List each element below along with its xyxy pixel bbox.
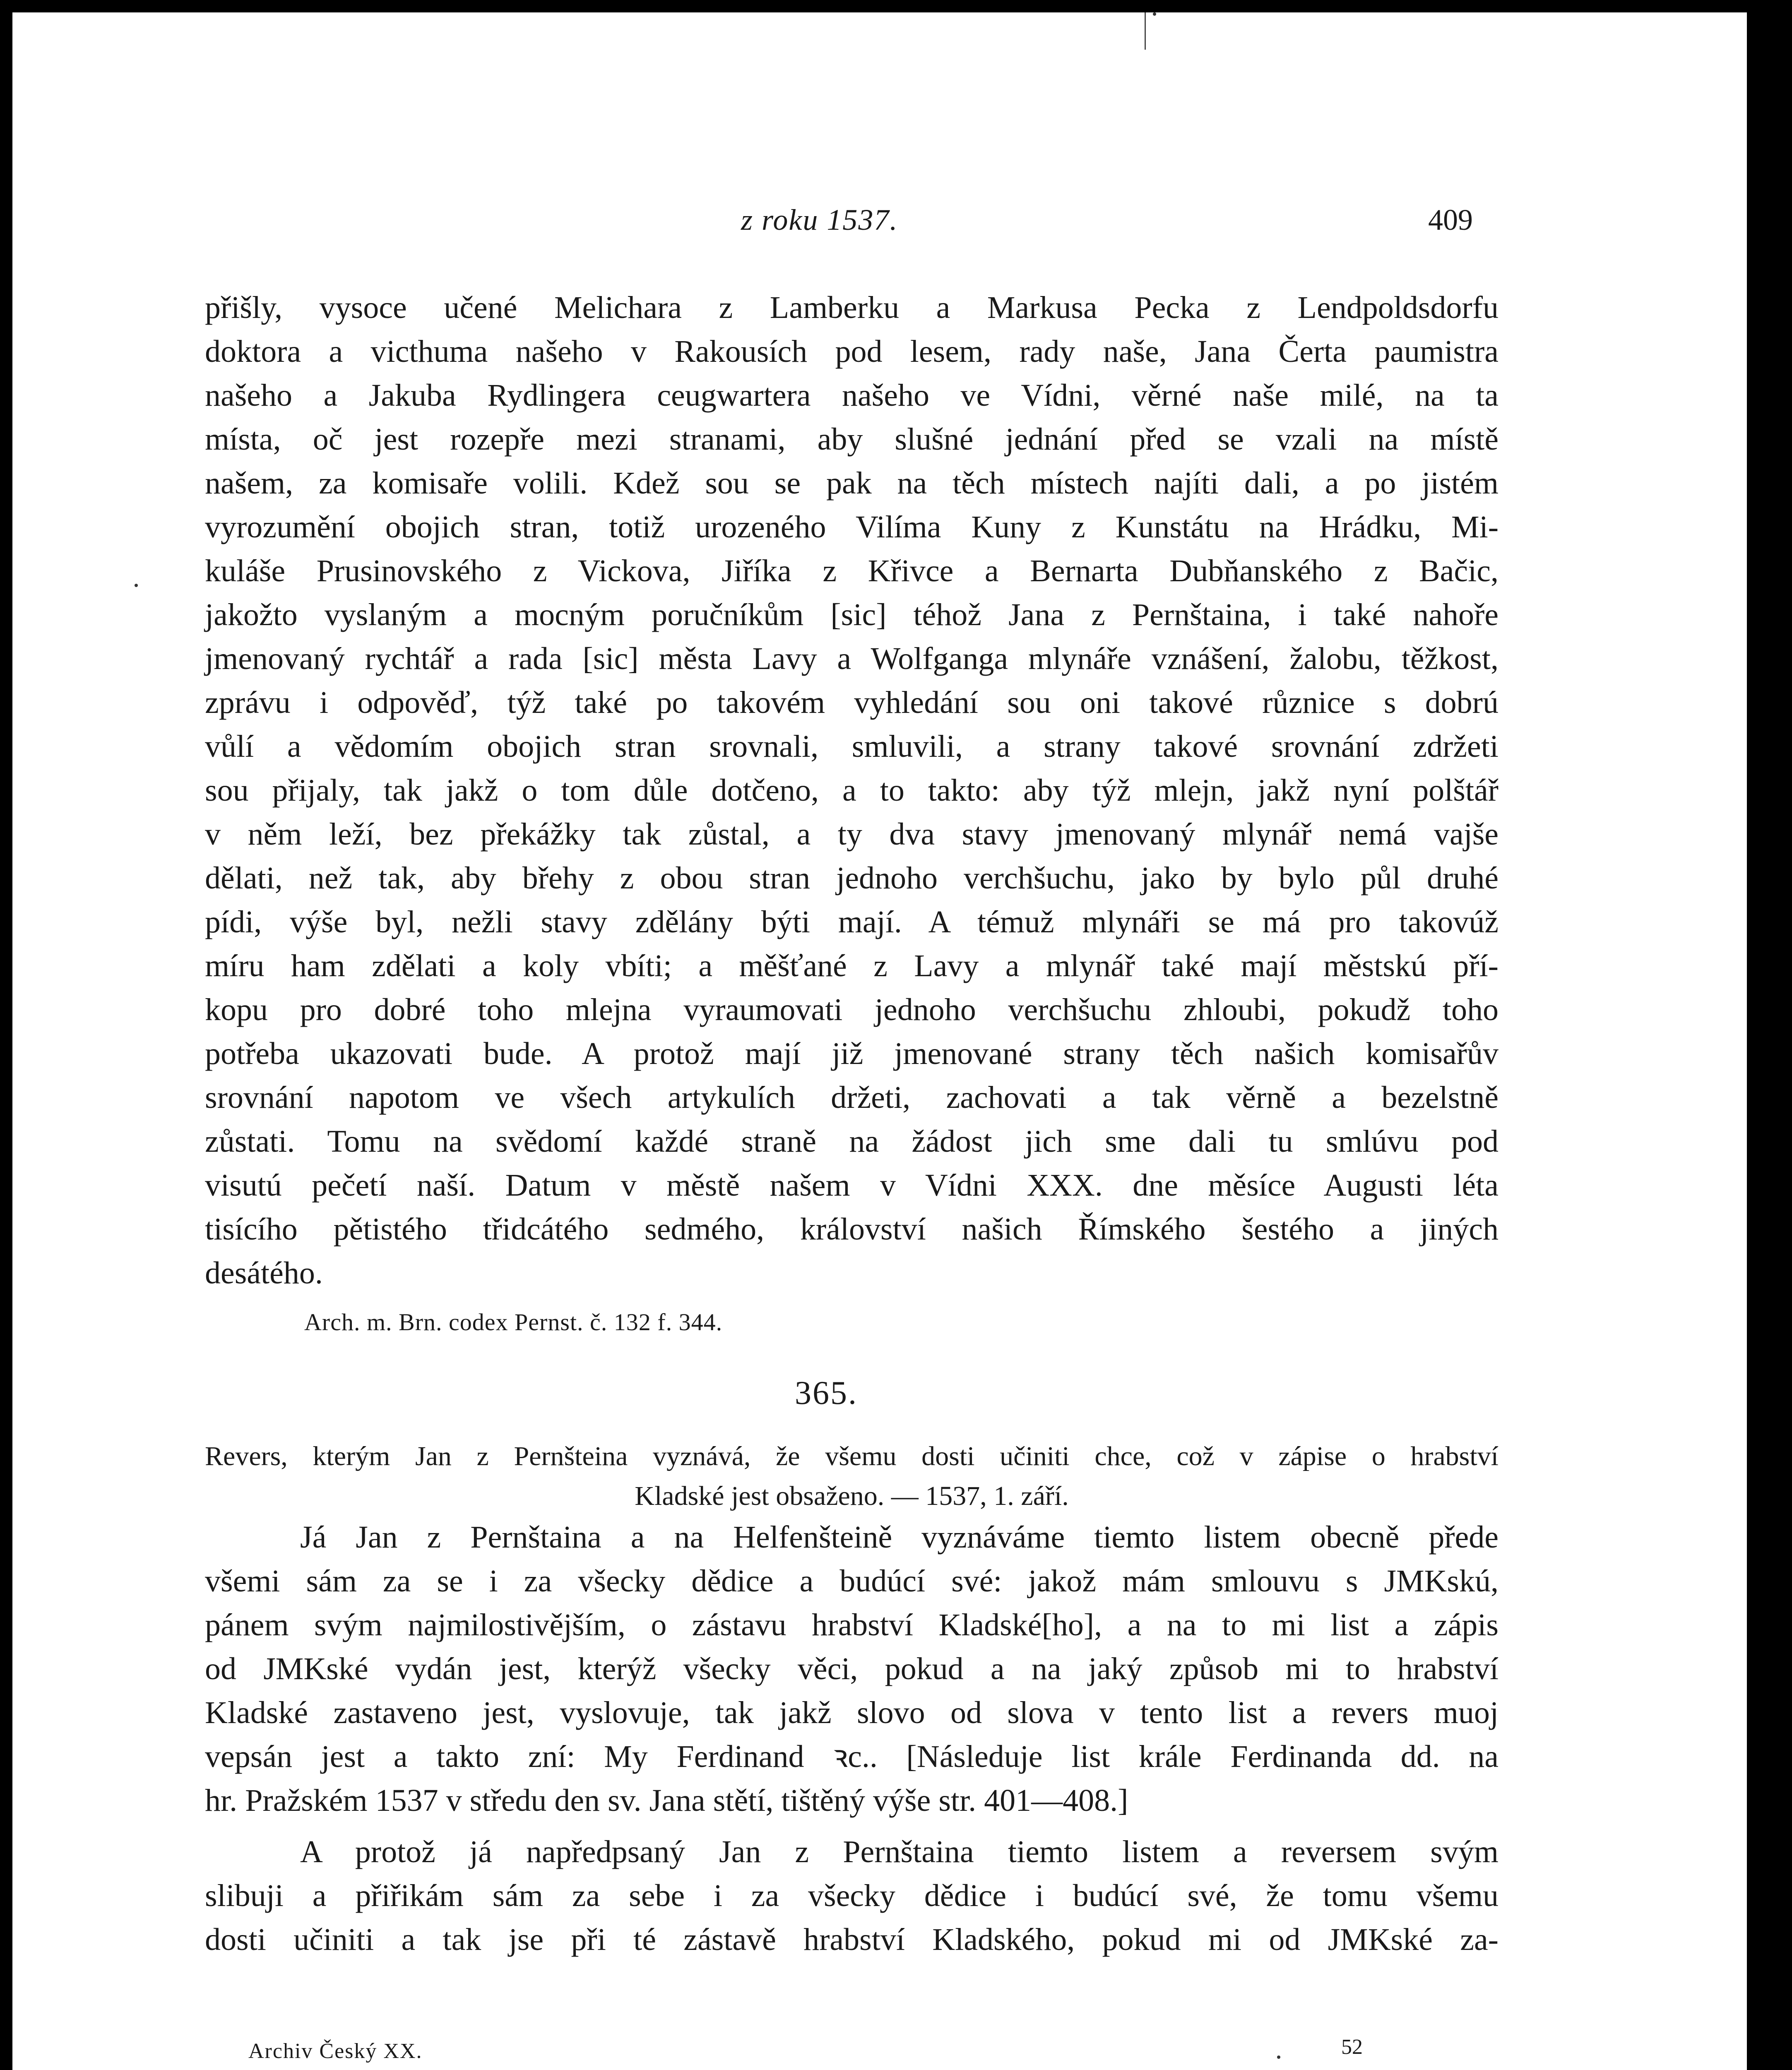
- text-line: Kladské jest obsaženo. — 1537, 1. září.: [635, 1481, 1069, 1511]
- text-line: Kladské zastaveno jest, vyslovuje, tak jakž slovo od slova v tento list a revers muoj: [205, 1695, 1499, 1730]
- paragraph-revers-promise: [205, 1830, 1499, 1962]
- source-note: Arch. m. Brn. codex Pernst. č. 132 f. 344.: [304, 1309, 723, 1336]
- text-line: zprávu i odpověď, týž také po takovém vyhledání sou oni takové různice s dobrú: [205, 685, 1499, 720]
- text-line: jmenovaný rychtář a rada [sic] města Lavy a Wolfganga mlynáře vznášení, žalobu, těžkost,: [205, 641, 1499, 676]
- scanned-page: [12, 12, 1747, 2070]
- text-line: A protož já napředpsaný Jan z Pernštaina tiemto listem a reversem svým: [300, 1834, 1499, 1869]
- scan-mark: [1145, 12, 1146, 50]
- text-line: visutú pečetí naší. Datum v městě našem v Vídni XXX. dne měsíce Augusti léta: [205, 1168, 1499, 1203]
- text-line: zůstati. Tomu na svědomí každé straně na žádost jich sme dali tu smlúvu pod: [205, 1124, 1499, 1159]
- paragraph-continued: [205, 286, 1499, 1295]
- scan-speck: [1153, 12, 1156, 16]
- text-line: Já Jan z Pernštaina a na Helfenšteině vyznáváme tiemto listem obecně přede: [300, 1520, 1499, 1555]
- paragraph-revers-opening: [205, 1515, 1499, 1822]
- page-number: 409: [1428, 203, 1473, 236]
- text-line: v něm leží, bez překážky tak zůstal, a ty dva stavy jmenovaný mlynář nemá vajše: [205, 817, 1499, 852]
- text-line: dělati, než tak, aby břehy z obou stran jednoho verchšuchu, jako by bylo půl druhé: [205, 861, 1499, 895]
- text-line: jakožto vyslaným a mocným poručníkům [sic] téhož Jana z Pernštaina, i také nahoře: [205, 597, 1499, 632]
- document-heading: [205, 1437, 1499, 1516]
- text-line: desátého.: [205, 1256, 323, 1290]
- text-line: slibuji a přiřikám sám za sebe i za všecky dědice i budúcí své, že tomu všemu: [205, 1878, 1499, 1913]
- scan-speck: [135, 584, 138, 587]
- text-line: srovnání napotom ve všech artykulích držeti, zachovati a tak věrně a bezelstně: [205, 1080, 1499, 1115]
- text-line: tisícího pětistého třidcátého sedmého, království našich Římského šestého a jiných: [205, 1212, 1499, 1247]
- running-title: z roku 1537.: [741, 203, 898, 236]
- footer-signature: Archiv Český XX.: [248, 2039, 423, 2063]
- text-line: míru ham zdělati a koly vbíti; a měšťané z Lavy a mlynář také mají městskú pří-: [205, 948, 1499, 983]
- text-line: našem, za komisaře volili. Kdež sou se pak na těch místech najíti dali, a po jistém: [205, 466, 1499, 501]
- text-line: doktora a victhuma našeho v Rakousích pod lesem, rady naše, Jana Čerta paumistra: [205, 334, 1499, 369]
- text-line: kopu pro dobré toho mlejna vyraumovati jednoho verchšuchu zhloubi, pokudž toho: [205, 992, 1499, 1027]
- text-line: pánem svým najmilostivějším, o zástavu hrabství Kladské[ho], a na to mi list a zápis: [205, 1608, 1499, 1642]
- text-line: všemi sám za se i za všecky dědice a budúcí své: jakož mám smlouvu s JMKskú,: [205, 1564, 1499, 1598]
- text-line: vyrozumění obojich stran, totiž urozeného Vilíma Kuny z Kunstátu na Hrádku, Mi-: [205, 510, 1499, 544]
- text-line: od JMKské vydán jest, kterýž všecky věci, pokud a na jaký způsob mi to hrabství: [205, 1651, 1499, 1686]
- document-number: 365.: [795, 1375, 858, 1411]
- text-line: našeho a Jakuba Rydlingera ceugwartera našeho ve Vídni, věrné naše milé, na ta: [205, 378, 1499, 413]
- scan-speck: [1277, 2056, 1280, 2059]
- text-line: dosti učiniti a tak jse při té zástavě hrabství Kladského, pokud mi od JMKské za-: [205, 1922, 1499, 1957]
- text-line: místa, oč jest rozepře mezi stranami, aby slušné jednání před se vzali na místě: [205, 422, 1499, 457]
- text-line: vůlí a vědomím obojich stran srovnali, smluvili, a strany takové srovnání zdržeti: [205, 729, 1499, 764]
- text-line: sou přijaly, tak jakž o tom důle dotčeno, a to takto: aby týž mlejn, jakž nyní polštář: [205, 773, 1499, 808]
- text-line: hr. Pražském 1537 v středu den sv. Jana stětí, tištěný výše str. 401—408.]: [205, 1783, 1128, 1818]
- footer-sheet-number: 52: [1341, 2035, 1363, 2059]
- text-line: kuláše Prusinovského z Vickova, Jiříka z Křivce a Bernarta Dubňanského z Bačic,: [205, 554, 1499, 588]
- text-line: potřeba ukazovati bude. A protož mají již jmenované strany těch našich komisařův: [205, 1036, 1499, 1071]
- text-line: přišly, vysoce učené Melichara z Lamberku a Markusa Pecka z Lendpoldsdorfu: [205, 290, 1499, 325]
- text-line: Revers, kterým Jan z Pernšteina vyznává, že všemu dosti učiniti chce, což v zápise o hrabství: [205, 1441, 1499, 1471]
- text-line: pídi, výše byl, nežli stavy zdělány býti mají. A témuž mlynáři se má pro takovúž: [205, 905, 1499, 939]
- text-line: vepsán jest a takto zní: My Ferdinand ꝛc.. [Následuje list krále Ferdinanda dd. na: [205, 1739, 1499, 1774]
